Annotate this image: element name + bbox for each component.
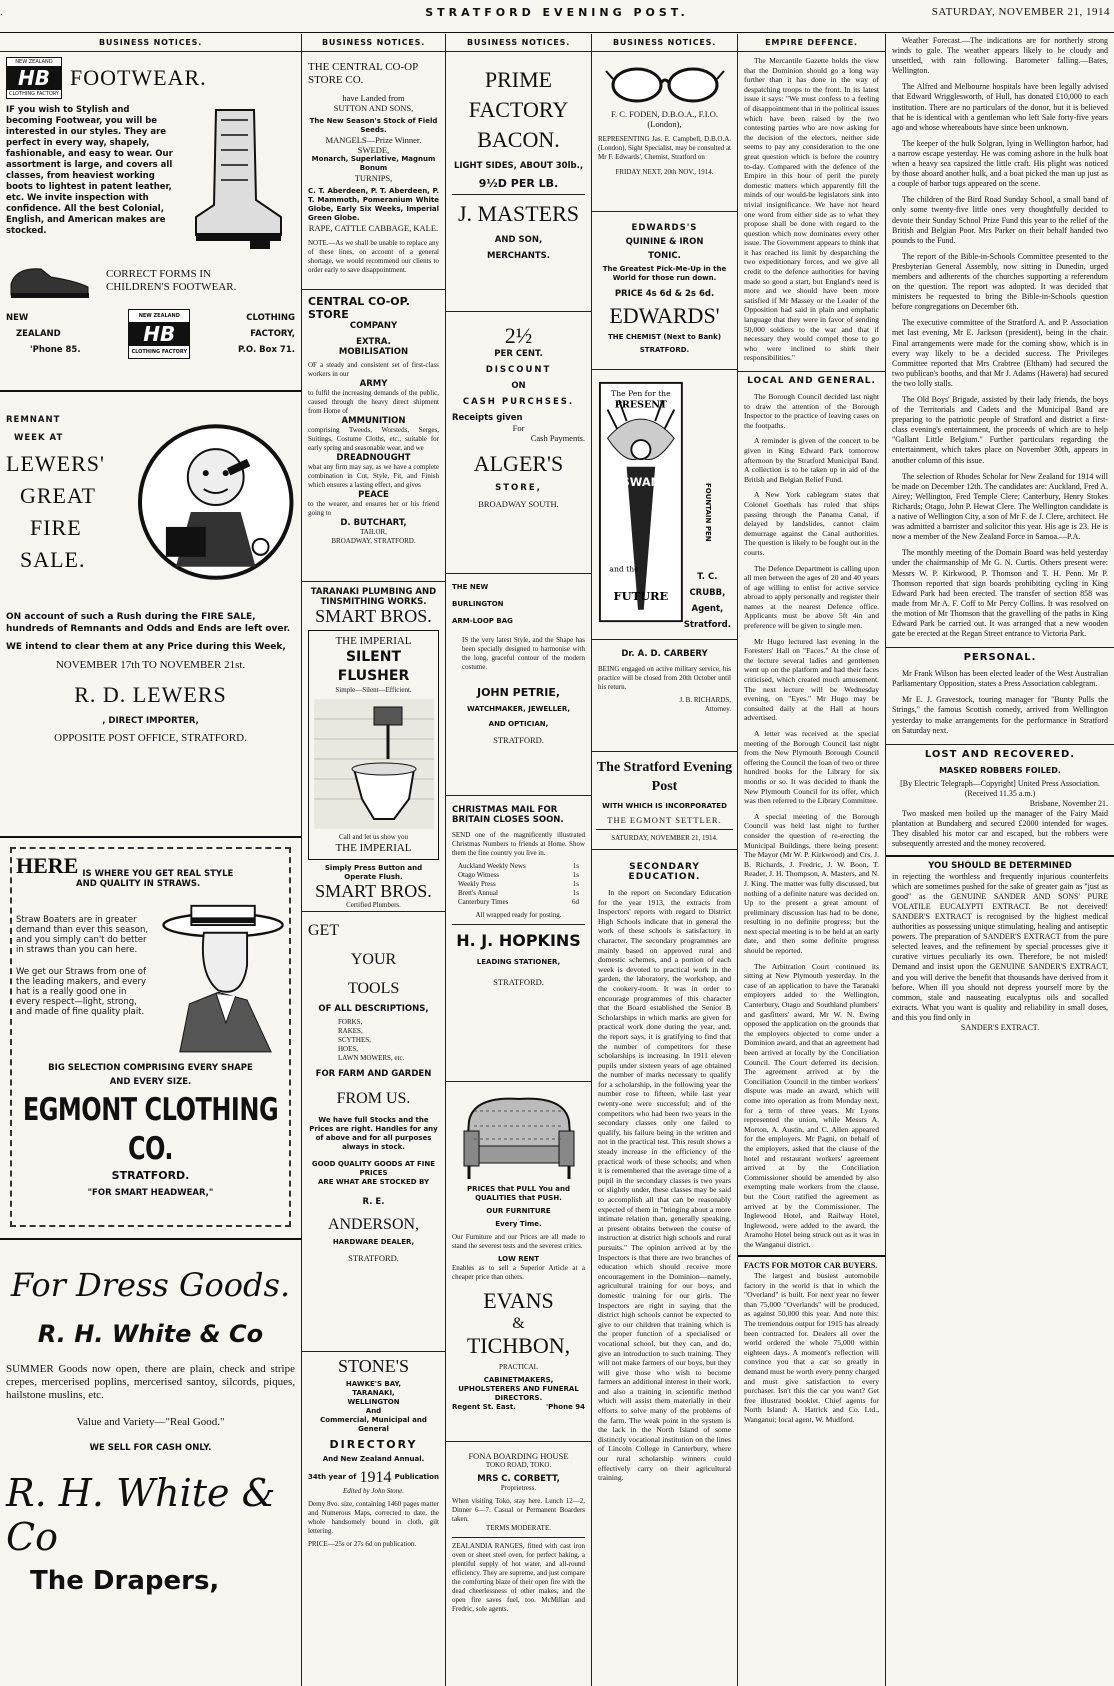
- newspaper-title: STRATFORD EVENING POST.: [425, 6, 689, 19]
- coop-new-season: The New Season's Stock of Field Seeds.: [309, 117, 438, 134]
- imperial-2: THE IMPERIAL: [335, 842, 412, 854]
- ad-butchart-mobilisation: [302, 290, 445, 582]
- silent-flusher: SILENT FLUSHER: [337, 649, 410, 684]
- mob-extra: EXTRA.: [356, 337, 391, 347]
- per-cent: PER CENT.: [494, 349, 543, 359]
- mob-tweeds: comprising Tweeds, Worsteds, Serges, Suitings, Costume Cloths, etc., suitable for early spring and seasonable wear, and we: [308, 426, 439, 452]
- ad-egmont-clothing: [0, 838, 301, 1240]
- hb-logo: [6, 57, 62, 99]
- article-paragraph: The Arbitration Court continued its sitting at New Plymouth yesterday. In the case of an application to have the Taranaki employers added to the Wellington, Canterbury, Otago and Southland plumbers' and gasfitters' award, Mr W. N. Ewing opposed the application on the grounds that the employers objected to come under a Dominion award, and that an agreement had been arrived at locally by the Conciliation Council. The Court deferred its decision. The agreement arrived at by the Conciliation Council in the timber workers' dispute was made an award, which will come into operation as from Monday next, for a term of three years. Mr Lyons represented the union, while Messrs A. Morton, A. Austin, and C. Allen appeared for the employers. Mr Pagni, on behalf of the employers, asked that the clause of the hotel and restaurant workers' agreement arrived at by the Conciliation Commissioner should be amended by also exempting male workers from the clause, but the Court ratified the agreement as arrived at by the Commissioner. The Inglewood Hotel, and Railway Hotel, Inglewood, were added to the award, the Aramoho Hotel being struck out as it was in the Wanganui district.: [744, 961, 879, 1249]
- ad-carbery: [592, 640, 737, 752]
- edited-by: Edited by John Stone.: [342, 1487, 405, 1495]
- footer-phone: 'Phone 85.: [30, 345, 81, 355]
- article-paragraph: Mr E. J. Gravestock, touring manager for "Bunty Pulls the Strings," the famous Scottish comedy, arrived from Wellington yesterday to make arrangements for the performance in Stratford on Saturday next.: [892, 695, 1108, 735]
- real-style: IS WHERE YOU GET REAL STYLE: [82, 869, 234, 879]
- stones: STONE'S: [338, 1356, 409, 1376]
- farm-garden: FOR FARM AND GARDEN: [315, 1069, 432, 1079]
- practical: PRACTICAL: [499, 1363, 538, 1371]
- fire-sale-body-1: ON account of such a Rush during the FIRE SALE, hundreds of Remnants and Odds and Ends are left over.: [6, 612, 291, 634]
- pick-me-up: The Greatest Pick-Me-Up in the World for those run down.: [602, 265, 727, 282]
- article-paragraph: Mr Hugo lectured last evening in the Foresters' Hall on "Faces." At the close of the lecture several ladies and gentlemen went up on the platform and had their faces criticised, which created much amusement. The next lecture will be Wednesday evening, on "Eyes." Mr Hugo may be consulted daily at the Hall at hours advertised.: [744, 636, 879, 723]
- press-button: Simply Press Button and Operate Flush.: [324, 864, 423, 881]
- mob-dreadnought: DREADNOUGHT: [336, 453, 411, 463]
- article-paragraph: In the report on Secondary Education for the year 1913, the extracts from Inspectors' reports with regard to District High Schools indicate that in general the work of these schools is satisfactory in character. The secondary programmes are mainly based on approved rural and domestic schemes, and a portion of each week is devoted to practical work in the garden, the laboratory, the workshop, and the cookery-room. It was in order to encourage programmes of this character that the Board established the Senior B Scholarships in which marks are given for practical work done during the year, and, the report says, it is gratifying to find that the number of competitors for these scholarships is increasing. In 1911 eleven pupils under sixteen years of age obtained the number of marks necessary to qualify for a scholarship, in the following year the number rose to fifteen, while last year twenty-one were successful; and of the competitors who had been two years in the secondary classes only one failed to qualify, his failure being in the written and not in the practical test. This result shows a steady increase in the efficiency of the practical work of these schools; and when it is remembered that the average time of a pupil in the secondary classes is two years or slightly under, these classes may be said to accomplish all that can be reasonably expected of them in "bringing about a more intimate relation than, generally speaking, at present obtains between the course of instruction at district high schools and rural pursuits." The opinion arrived at by the Inspectors is that there are two branches of education which should receive more encouragement in the Dominion—namely, agricultural training for our boys, and domestic training for our girls. The Inspectors are right in saying that the district high schools cannot be expected to give to our children that training which is the proper function of a specialised or vocational school, but they can, and do, give an introduction to such training. They will not make farmers of our boys, but they will give those who wish to become farmers an additional interest in their work, and also a training in scientific method which will assist them materially in their efforts to solve many of the problems of the farm. The weak point in the system is the lack in the North Island of some distinctly vocational institution on the lines of Lincoln College in Canterbury, where our rural scholarship winners could effectively carry on their agricultural training.: [598, 888, 731, 1483]
- coop-landed: have Landed from: [342, 93, 405, 103]
- simple-silent: Simple—Silent—Efficient.: [335, 686, 412, 694]
- representing: REPRESENTING Jas. E. Campbell, D.B.O.A. (London), Sight Specialist, may be consulted at Mr F. Edwards', Chemist, Stratford on: [598, 135, 731, 161]
- mob-company: COMPANY: [349, 321, 398, 331]
- section-head: PERSONAL.: [886, 647, 1114, 663]
- article-paragraph: The Borough Council decided last night to draw the attention of the Borough Inspector to the practice of leaving cases on the footpaths.: [744, 392, 879, 430]
- footer-factory: FACTORY,: [250, 329, 295, 339]
- straw-body-2: We get our Straws from one of the leading makers, and every hat is a really good one in every respect—light, strong, and made of fine quality plait.: [16, 967, 147, 1017]
- light-sides: LIGHT SIDES, ABOUT 30lb.,: [453, 161, 584, 171]
- broadway-south: BROADWAY SOUTH.: [478, 499, 559, 509]
- lost-credit: [By Electric Telegraph—Copyright] United Press Association.: [900, 778, 1100, 788]
- smart-taranaki: TARANAKI PLUMBING AND TINSMITHING WORKS.: [310, 587, 437, 607]
- ad-masters-bacon: [446, 52, 591, 312]
- evans: EVANS: [483, 1288, 554, 1313]
- stocked-by: ARE WHAT ARE STOCKED BY: [317, 1178, 430, 1186]
- value-variety: Value and Variety—"Real Good.": [76, 1416, 225, 1428]
- mrs-corbett: MRS C. CORBETT,: [477, 1474, 560, 1484]
- sanders-head: YOU SHOULD BE DETERMINED: [928, 861, 1072, 872]
- article-personal: [886, 669, 1114, 736]
- boot-illustration: [176, 105, 286, 255]
- lost-sub: MASKED ROBBERS FOILED.: [939, 765, 1061, 775]
- attorney: Attorney.: [704, 705, 731, 713]
- jb-richards: J. B. RICHARDS,: [679, 696, 731, 704]
- egmont-settler: THE EGMONT SETTLER.: [607, 815, 722, 825]
- ad-foden-optician: [592, 52, 737, 212]
- regent-st: Regent St. East.: [452, 1403, 516, 1411]
- article-paragraph: A letter was received at the special meeting of the Borough Council last night from the New Plymouth Borough Council offering the Council the loan of two or three hundred books for the Library for six months or so. It was decided to thank the New Plymouth Council for its offer, which was then referred to the Library Committee.: [744, 729, 879, 806]
- post-date: SATURDAY, NOVEMBER 21, 1914.: [611, 834, 718, 842]
- toilet-illustration: [314, 699, 434, 829]
- section-head: LOST AND RECOVERED.: [886, 744, 1114, 760]
- receipts: Receipts given: [452, 413, 523, 423]
- dr-carbery: Dr. A. D. CARBERY: [621, 649, 708, 659]
- article-paragraph: The children of the Bird Road Sunday School, a small band of only some twenty-five little ones very thoughtfully decided to devote their Sunday School Prize Fund this year to the relief of the British and Belgian Poor. Mrs Parker on their behalf handed two pounds to the Fund.: [892, 195, 1108, 245]
- swan-pen-illustration: [598, 375, 684, 630]
- smart-bros-1: SMART BROS.: [315, 606, 432, 626]
- list-item: Canterbury Times 6d: [458, 898, 579, 906]
- masthead-mark: .: [0, 6, 3, 18]
- article-paragraph: The selection of Rhodes Scholar for New Zealand for 1914 will be made on December 12th. The candidates are: Auckland, Fred A. Airey; Wellington, Fred Temple Clere; Canterbury, Henry Stokes Richards; Otago, John P. Hewat Clere. The Wellington candidate is a native of Wellington City, a son of Mr F. de J. Clere, architect. He was admitted a barrister and solicitor this year. His age is 23. He is now a member of the New Zealand Force in Samoa.—P.A.: [892, 471, 1108, 542]
- dress-goods-script: For Dress Goods.: [10, 1266, 291, 1304]
- tonic-price: PRICE 4s 6d & 2s 6d.: [614, 289, 715, 299]
- rh-white-name: R. H. White & Co: [37, 1320, 264, 1348]
- edwards-name: EDWARDS': [609, 303, 720, 328]
- optician: AND OPTICIAN,: [488, 720, 549, 728]
- egmont-town: STRATFORD.: [111, 1169, 190, 1182]
- mob-wearer: to the wearer, and ensures her or his friend going to: [308, 500, 439, 517]
- article-paragraph: Weather Forecast.—The indications are for northerly strong winds to gale. The weather appears likely to be cloudy and unsettled, with rain following. Barometer falling.—Bates, Wellington.: [892, 36, 1108, 76]
- great: GREAT: [20, 483, 96, 508]
- ad-nz-footwear: [0, 52, 301, 392]
- imperial-1: THE IMPERIAL: [335, 635, 412, 647]
- footer-new: NEW: [6, 313, 29, 323]
- tc: T. C.: [697, 572, 718, 582]
- article-paragraph: The executive committee of the Stratford A. and P. Association met last evening, Mr E. Jackson (president), being in the chair. Final arrangements were made for the coming show, which is in every way likely to be a decided success. The Privileges Committee reported that Mrs Crabtree (Eltham) had secured the two publican's booths, and that Mr J. Adams (Hawera) had secured the two lolly stalls.: [892, 318, 1108, 388]
- commercial: Commercial, Municipal and General: [320, 1416, 427, 1433]
- foden-london: (London),: [647, 119, 682, 129]
- bacon-price: 9½D PER LB.: [478, 177, 559, 190]
- ad-edwards-tonic: [592, 212, 737, 370]
- the-drapers: The Drapers,: [30, 1566, 220, 1596]
- lawn-mowers: LAWN MOWERS, etc.: [338, 1054, 405, 1062]
- column-3: [446, 34, 592, 1686]
- smart-headwear: "FOR SMART HEADWEAR,": [87, 1188, 214, 1198]
- and: And: [365, 1407, 382, 1415]
- burlington: BURLINGTON: [452, 600, 504, 608]
- ad-swan-fountain-pen: [592, 370, 737, 640]
- cash-purchases: CASH PURCHSES.: [462, 397, 575, 407]
- prices-pull: PRICES that PULL You and QUALITIES that PUSH.: [467, 1185, 570, 1202]
- year-of: 34th year of: [308, 1473, 357, 1481]
- agent: Agent,: [691, 604, 724, 614]
- lost-place: Brisbane, November 21.: [1029, 799, 1108, 808]
- wellington: WELLINGTON: [347, 1398, 400, 1406]
- active-service: BEING engaged on active military service, his practice will be closed from 20th October until his return.: [598, 665, 731, 691]
- article-paragraph: Two masked men boiled up the manager of the Fairy Maid plantation at Bundaberg and secured £2000 intended for wages. They disabled his motor car and escaped, but the robbers were subsequently arrested and the money recovered.: [892, 809, 1108, 849]
- ad-anderson-tools: [302, 912, 445, 1352]
- fountain-pen-text: FOUNTAIN PEN: [703, 483, 712, 542]
- merchants: MERCHANTS.: [486, 251, 550, 261]
- ampersand: &: [512, 1315, 525, 1332]
- article-paragraph: The monthly meeting of the Domain Board was held yesterday under the chairmanship of Mr G. N. Curtis. Others present were: Messrs W. P. Kirkwood, P. Thomson and T. H. Penn. Mr P. Thomson reported that sign boards prohibiting cycling in King Edward Park had been erected. The transfer of section 858 was made from Mr A. F. Coff to Mr Percy Collins. It was resolved on the motion of Mr Thomson that the gravelling of the paths in King Edward Park be carried out. It was arranged that a new wooden gate be erected at the Regan Street entrance to Victoria Park.: [892, 548, 1108, 639]
- good-quality: GOOD QUALITY GOODS AT FINE PRICES: [311, 1160, 436, 1177]
- mob-mobilisation: MOBILISATION: [338, 347, 409, 357]
- fona-boarding: FONA BOARDING HOUSE: [468, 1451, 569, 1461]
- article-empire-defence: [738, 56, 885, 363]
- hb-logo-small: [128, 309, 190, 359]
- demy-size: Demy 8vo. size, containing 1460 pages matter and Numerous Maps, corrected to date, the whole handsomely bound in cloth, gilt lettering.: [308, 1500, 439, 1535]
- sale: SALE.: [20, 547, 86, 572]
- directory: DIRECTORY: [329, 1438, 418, 1451]
- mob-ammunition: AMMUNITION: [341, 416, 406, 426]
- hopkins-stratford: STRATFORD.: [493, 977, 544, 987]
- discount: DISCOUNT: [485, 365, 552, 375]
- certified-plumbers: Certified Plumbers.: [346, 901, 401, 909]
- from-us: FROM US.: [336, 1090, 411, 1107]
- ad-algers-store: [446, 312, 591, 574]
- list-item: Otago Witness 1s: [458, 871, 579, 879]
- editorial-masthead: [592, 752, 737, 850]
- petrie-stratford: STRATFORD.: [493, 735, 544, 745]
- hb-logo-top: NEW ZEALAND: [7, 58, 61, 67]
- article-paragraph: The Mercantile Gazette holds the view that the Dominion should go a long way further than it has done in the way of despatching troops to the front. In its latest issue it says: "We must confess to a feeling of disappointment that in the political issues which have been raised by the two contesting parties who are now asking for the decision of the electors, neither side seems to pay any consideration to the one great question which is before the country to-day. Compared with the defence of the Empire in this hour of peril the purely domestic matters which apparently fill the minds of our would-be legislators sink into trivial insignificance. We have not heard one word from either side as to what they propose shall be done with regard to the question which now dominates every other issue. The Government appears to think that it has reached its limit by despatching the two expeditionary forces, and we give all credit to the defence authorities for having made so good a start, but England's need is more and we should have been more satisfied if Mr Massey or the Leader of the Opposition had said in plain and emphatic language that they were in favor of sending 50,000 soldiers to the war and that if necessary they would compel those to go who were inclined to shirk their responsibilities.": [744, 56, 879, 363]
- tichbon: TICHBON,: [466, 1333, 571, 1358]
- mob-steady: OF a steady and consistent set of first-class workers in our: [308, 361, 439, 378]
- column-2: [302, 34, 446, 1686]
- article-paragraph: The report of the Bible-in-Schools Committee presented to the Presbyterian General Assembly, now sitting in Dunedin, urged members and adherents of the churches supporting a referendum on the question. The report was adopted. It was decided that ministers be requested to bring the Bible-in-Schools question before congregations on December 6th.: [892, 251, 1108, 312]
- algers: ALGER'S: [473, 451, 564, 476]
- issue-date: SATURDAY, NOVEMBER 21, 1914: [931, 6, 1110, 18]
- quality-straws: AND QUALITY IN STRAWS.: [76, 879, 201, 889]
- ad-john-petrie: [446, 574, 591, 796]
- send-numbers: SEND one of the magnificently illustrated Christmas Numbers to friends at Home. Show them the fine country you live in.: [452, 831, 585, 857]
- our-furniture: OUR FURNITURE: [486, 1207, 551, 1215]
- hardware-dealer: HARDWARE DEALER,: [332, 1238, 415, 1246]
- mob-tailor: TAILOR,: [360, 528, 387, 536]
- toko-road: TOKO ROAD, TOKO.: [485, 1461, 552, 1469]
- column-header: BUSINESS NOTICES.: [302, 34, 445, 52]
- remnant: REMNANT: [6, 415, 61, 425]
- anderson: ANDERSON,: [327, 1216, 420, 1233]
- all-descriptions: OF ALL DESCRIPTIONS,: [318, 1004, 429, 1014]
- coop-title: THE CENTRAL CO-OP STORE CO.: [308, 61, 418, 86]
- column-4: [592, 34, 738, 1686]
- watchmaker: WATCHMAKER, JEWELLER,: [466, 705, 571, 713]
- egmont-name: EGMONT CLOTHING CO.: [22, 1091, 279, 1167]
- straw-body-1: Straw Boaters are in greater demand than ever this season, and you simply can't do better in straws than you can here.: [16, 915, 149, 955]
- cash-only: WE SELL FOR CASH ONLY.: [89, 1443, 212, 1453]
- furniture-tests: Our Furniture and our Prices are all made to stand the severest tests and the severest critics.: [452, 1233, 585, 1250]
- article-secondary-education: [592, 888, 737, 1483]
- sanders-sign: SANDER'S EXTRACT.: [960, 1022, 1040, 1032]
- ad-stones-directory: [302, 1352, 445, 1682]
- fire-sale-body-2: WE intend to clear them at any Price during this Week,: [6, 642, 286, 652]
- for: For: [512, 423, 525, 433]
- list-item: Brett's Annual 1s: [458, 889, 579, 897]
- the-new: THE NEW: [452, 583, 489, 591]
- quinine-iron: QUININE & IRON: [625, 237, 704, 247]
- article-paragraph: The Defence Department is calling upon all men between the ages of 20 and 40 years of age willing to enlist for active service abroad to apply personally and register their names at the nearest Defence office. Applicants must be above 5ft 4in and preference will be given to single men.: [744, 563, 879, 631]
- tonic: TONIC.: [648, 251, 681, 261]
- hb-logo-small-mark: HB: [129, 323, 189, 345]
- article-paragraph: The Alfred and Melbourne hospitals have been legally advised that Edward Wrigglesworth, of Hull, has donated £10,000 to each institution. There are no particulars of the donor, but it is believed that he is identical with a gentleman who left Sale forty-five years ago and whose whereabouts have since been unknown.: [892, 82, 1108, 132]
- on: ON: [511, 381, 526, 391]
- future: FUTURE: [613, 589, 669, 604]
- scythes: SCYTHES,: [338, 1036, 371, 1044]
- phone-94: 'Phone 94: [546, 1403, 585, 1411]
- two-half: 2½: [504, 323, 533, 348]
- coop-monarch: Monarch, Superlative, Magnum Bonum: [311, 155, 436, 172]
- article-lost-recovered: [886, 766, 1114, 850]
- call-show: Call and let us show you: [338, 833, 409, 841]
- article-paragraph: The keeper of the hulk Solgran, lying in Wellington harbor, had a narrow escape yesterday. He was coming ashore in the hulk boat when a heavy sea capsized the little craft. His plight was noticed by those aboard another hulk, and a boat picked the man up just as a couple of harbor tugs appeared on the scene.: [892, 138, 1108, 189]
- lewers-name: R. D. LEWERS: [74, 682, 227, 707]
- full-stocks: We have full Stocks and the Prices are right. Handles for any of above and for all purposes always in stock.: [309, 1116, 438, 1151]
- article-local-general: [738, 392, 885, 1249]
- present: PRESENT: [614, 399, 667, 411]
- childrens-footwear: CHILDREN'S FOOTWEAR.: [106, 281, 237, 293]
- cabinetmakers: CABINETMAKERS, UPHOLSTERERS AND FUNERAL DIRECTORS.: [458, 1376, 579, 1402]
- motor-head: FACTS FOR MOTOR CAR BUYERS.: [744, 1261, 878, 1271]
- smart-bros-2: SMART BROS.: [315, 881, 432, 901]
- footwear-body: IF you wish to Stylish and becoming Footwear, you will be interested in our styles. They are perfect in every way, shapely, fashionable, and easy to wear. Our assortment is large, and covers all classes, from heaviest working boots to lightest in patent leather, etc. We invite inspection with confidence. All the best Colonial, English, and American makes are stocked.: [6, 105, 173, 236]
- mob-central: CENTRAL CO-OP. STORE: [308, 295, 410, 321]
- article-paragraph: A reminder is given of the concert to be given in King Edward Park tomorrow afternoon by the Stratford Municipal Band. A collection is to be taken up in aid of the British and Belgian Relief Fund.: [744, 436, 879, 484]
- ad-sanders-extract: [886, 861, 1114, 1033]
- mob-fulfil: to fulfil the increasing demands of the public, caused through the heavy direct shipment from Home of: [308, 389, 439, 415]
- visiting-toko: When visiting Toko, stay here. Lunch 12—2, Dinner 6—7. Casual or Permanent Boarders taken.: [452, 1497, 585, 1523]
- fire-sale-dates: NOVEMBER 17th TO NOVEMBER 21st.: [55, 659, 246, 671]
- here: HERE: [16, 853, 79, 878]
- edwards-stratford: STRATFORD.: [639, 346, 690, 354]
- pen-for-the: The Pen for the: [611, 389, 671, 399]
- coop-turnips: TURNIPS,: [354, 173, 393, 183]
- nz-annual: And New Zealand Annual.: [322, 1455, 425, 1463]
- proprietress: Proprietress.: [500, 1484, 537, 1492]
- masthead: [0, 0, 1114, 33]
- mob-butchart: D. BUTCHART,: [340, 518, 407, 528]
- man-with-telephone-illustration: [136, 397, 295, 607]
- column-header: BUSINESS NOTICES.: [592, 34, 737, 52]
- arm-loop-bag: ARM-LOOP BAG: [452, 617, 513, 625]
- post-title: The Stratford Evening Post: [596, 760, 733, 794]
- summer-goods: SUMMER Goods now open, there are plain, check and stripe crepes, mercerised poplins, mercerised santoy, silcords, piques, hailstone muslins, etc.: [6, 1363, 295, 1401]
- article-paragraph: A New York cablegram states that Colonel Goethals has ruled that ships passing through the Panama Canal, if delayed by landslides, cannot claim demurrage against the Canal authorities. The question is likely to be fought out in the courts.: [744, 490, 879, 557]
- column-6: [886, 34, 1114, 1686]
- mob-combination: what any firm may say, as we have a complete combination in Cut, Style, Fit, and Finish which ensures a lasting effect, and gives: [308, 463, 439, 489]
- friday-next: FRIDAY NEXT, 20th NOV., 1914.: [615, 168, 714, 176]
- hoes: HOES,: [338, 1045, 359, 1053]
- coop-mangels: MANGELS—Prize Winner.: [325, 135, 422, 145]
- coop-varieties: C. T. Aberdeen, P. T. Aberdeen, P. T. Mammoth, Pomeranium White Globe, Early Six Weeks, Imperial Green Globe.: [308, 187, 439, 222]
- tools: TOOLS: [348, 980, 400, 997]
- christmas-numbers-list: [458, 862, 579, 907]
- list-item: Auckland Weekly News 1s: [458, 862, 579, 870]
- opposite-post-office: OPPOSITE POST OFFICE, STRATFORD.: [54, 732, 247, 744]
- week-at: WEEK AT: [14, 433, 64, 443]
- hj-hopkins: H. J. HOPKINS: [456, 931, 581, 950]
- christmas-mail: CHRISTMAS MAIL FOR BRITAIN CLOSES SOON.: [452, 805, 564, 825]
- spectacles-illustration: [605, 61, 725, 105]
- list-item: Weekly Press 1s: [458, 880, 579, 888]
- section-head: LOCAL AND GENERAL.: [738, 371, 885, 386]
- hb-logo-bottom: CLOTHING FACTORY: [9, 91, 59, 97]
- and-the: and the: [609, 564, 639, 574]
- prime: PRIME: [484, 67, 553, 92]
- coop-rape: RAPE, CATTLE CABBAGE, KALE.: [308, 223, 439, 233]
- direct-importer: , DIRECT IMPORTER,: [102, 716, 199, 726]
- motor-body: The largest and busiest automobile factory in the world is that in which the "Overland" is built. For next year no fewer than 75,000 "Overlands" will be produced, as against 50,000 this year. And note this: The tremendous output for 1915 has already been contracted for. Dealers all over the world ordered the whole 75,000 within eighteen days. A moment's reflection will convince you that a car so greatly in demand must be worth every penny charged and must give satisfaction to every purchaser. Isn't this the car you want? Get free illustrated booklet. Chief agents for North Island: A. Hatrick and Co. Ltd., Wanganui; local agent, W. Mudford.: [744, 1271, 879, 1424]
- article-paragraph: A special meeting of the Borough Council was held last night to further consider the question of re-erecting the Municipal Buildings, there being present: The Mayor (Mr W. P. Kirkwood) and Crs. J. B. Richards, J. Fredric, J. W. Boon, T. Reader, J. H. Thompson, A. Masters, and N. J. King. The matter was fully discussed, but nothing of a definite nature was decided on. Up to the present a great amount of preliminary discussion has had to be done, resulting in no definite progress; but the next special meeting is to be held at an early date, and then some definite progress should be reported.: [744, 811, 879, 956]
- fire: FIRE: [30, 515, 82, 540]
- get: GET: [308, 922, 340, 939]
- ad-central-coop-seeds: [302, 52, 445, 290]
- big-selection: BIG SELECTION COMPRISING EVERY SHAPE: [48, 1063, 253, 1073]
- leading-stationer: LEADING STATIONER,: [476, 958, 561, 966]
- ad-lewers-fire-sale: [0, 392, 301, 838]
- mob-army: ARMY: [359, 379, 388, 389]
- low-rent: LOW RENT: [497, 1255, 540, 1263]
- store: STORE,: [495, 483, 542, 493]
- stones-price: PRICE—25s or 27s 6d on publication.: [308, 1540, 417, 1548]
- man-in-straw-hat-illustration: [151, 895, 286, 1055]
- article-paragraph: Mr Frank Wilson has been elected leader of the West Australian Parliamentary Opposition, states a Press Association cablegram.: [892, 669, 1108, 689]
- swan-stratford: Stratford.: [683, 620, 731, 630]
- john-petrie: JOHN PETRIE,: [476, 686, 561, 699]
- hb-logo-small-top: NEW ZEALAND: [129, 310, 189, 323]
- coop-sutton: SUTTON AND SONS,: [333, 103, 414, 113]
- column-header: BUSINESS NOTICES.: [0, 34, 301, 52]
- lewers: LEWERS': [6, 451, 105, 476]
- edwardss: EDWARDS'S: [631, 223, 698, 233]
- article-paragraph: The Old Boys' Brigade, assisted by their lady friends, the boys of the Territorials and Cadets and the Municipal Band are preparing to the patriotic people of Stratford and district a first-class evening's entertainment, the proceeds of which are to help "Gallant Little Belgium." Further particulars regarding the entertainment, which takes place on November 30th, appears in another column of this issue.: [892, 395, 1108, 465]
- section-head: SECONDARY EDUCATION.: [628, 862, 701, 882]
- mob-broadway: BROADWAY, STRATFORD.: [331, 537, 416, 545]
- bacon: BACON.: [477, 127, 560, 152]
- coop-swede: SWEDE,: [357, 145, 390, 155]
- ad-smart-bros: [302, 582, 445, 912]
- ad-toko-boarding: [446, 1442, 591, 1672]
- footwear-title: FOOTWEAR.: [69, 65, 207, 90]
- coop-note: NOTE.—As we shall be unable to replace any of these lines, on account of a general shortage, we would recommend our clients to order early to save disappointment.: [308, 239, 439, 274]
- swan: SWAN: [621, 474, 661, 489]
- re: R. E.: [362, 1197, 385, 1207]
- rakes: RAKES,: [338, 1027, 363, 1035]
- ad-rh-white: [0, 1240, 301, 1686]
- ad-hj-hopkins: [446, 796, 591, 1082]
- crubb: CRUBB,: [689, 588, 726, 598]
- taranaki: TARANAKI,: [352, 1389, 395, 1397]
- footer-zealand: ZEALAND: [16, 329, 61, 339]
- ad-evans-tichbon: [446, 1082, 591, 1442]
- publication: Publication: [394, 1473, 439, 1481]
- factory: FACTORY: [468, 97, 569, 122]
- hb-logo-mark: HB: [7, 67, 61, 89]
- superior-article: Enables as to sell a Superior Article at a cheaper price than others.: [452, 1264, 585, 1281]
- hb-logo-small-bottom: CLOTHING FACTORY: [129, 345, 189, 358]
- hawkes-bay: HAWKE'S BAY,: [345, 1380, 402, 1388]
- correct-forms: CORRECT FORMS IN: [106, 268, 211, 280]
- your: YOUR: [350, 951, 397, 968]
- footer-pobox: P.O. Box 71.: [238, 345, 295, 355]
- the-chemist: THE CHEMIST (Next to Bank): [607, 333, 722, 341]
- latest-style: IS the very latest Style, and the Shape has been specially designed to harmonise with the long, graceful contour of the modern costume.: [462, 636, 585, 671]
- wrapped-ready: All wrapped ready for posting.: [475, 911, 562, 919]
- column-1: [0, 34, 302, 1686]
- shoe-illustration: [6, 259, 96, 303]
- sanders-body: in rejecting the worthless and frequently injurious counterfeits which are sometimes pushed for the sake of greater gain as "just as good" as the GENUINE SANDER AND SONS' PURE VOLATILE EUCALYPTI EXTRACT. Be not deceived! SANDER'S EXTRACT is recognised by the highest medical authorities as possessing unique stimulating, healing and antiseptic powers. The preparation of SANDER'S EXTRACT from the pure selected leaves, and the refinement by special processes give it curative virtues peculiarly its own. Therefore, be not misled! Demand and insist upon the GENUINE SANDER'S EXTRACT, and you will derive the benefit that thousands have derived from it before. When ill you should not depress yourself more by the common, stale and nauseating eucalyptus oils and socalled extracts. What you want is quality and reliability in small doses, and this you find only in: [892, 871, 1108, 1022]
- every-time: Every Time.: [495, 1220, 542, 1228]
- article-news-briefs: [886, 36, 1114, 639]
- foden-name: F. C. FODEN, D.B.O.A., F.I.O.: [610, 109, 719, 119]
- column-5: [738, 34, 886, 1686]
- anderson-stratford: STRATFORD.: [348, 1253, 399, 1263]
- forks: FORKS,: [338, 1018, 363, 1026]
- j-masters: J. MASTERS: [457, 201, 580, 226]
- lost-received: (Received 11.35 a.m.): [964, 788, 1036, 798]
- cash-payments: Cash Payments.: [530, 433, 585, 443]
- ad-motor-cars: [738, 1261, 885, 1424]
- section-head: EMPIRE DEFENCE.: [738, 34, 885, 52]
- footer-clothing: CLOTHING: [246, 313, 295, 323]
- zealandia-ranges: ZEALANDIA RANGES, fitted with cast iron oven or sheet steel oven, for perfect baking, a plentiful supply of hot water, and all-round efficiency. They are supreme, and just compare the comforting blaze of their open fire with the dead cheerlessness of other makes, and the open fire saves fuel, too. McMillan and Fredric, sole agents.: [452, 1542, 585, 1613]
- and-son: AND SON,: [494, 235, 543, 245]
- year-1914: 1914: [359, 1469, 392, 1486]
- terms-moderate: TERMS MODERATE.: [486, 1524, 551, 1532]
- column-header: BUSINESS NOTICES.: [446, 34, 591, 52]
- every-size: AND EVERY SIZE.: [109, 1077, 192, 1087]
- rh-white-script: R. H. White & Co: [6, 1471, 276, 1559]
- mob-peace: PEACE: [358, 490, 389, 500]
- incorporated: WITH WHICH IS INCORPORATED: [602, 802, 727, 810]
- armchair-illustration: [454, 1091, 584, 1181]
